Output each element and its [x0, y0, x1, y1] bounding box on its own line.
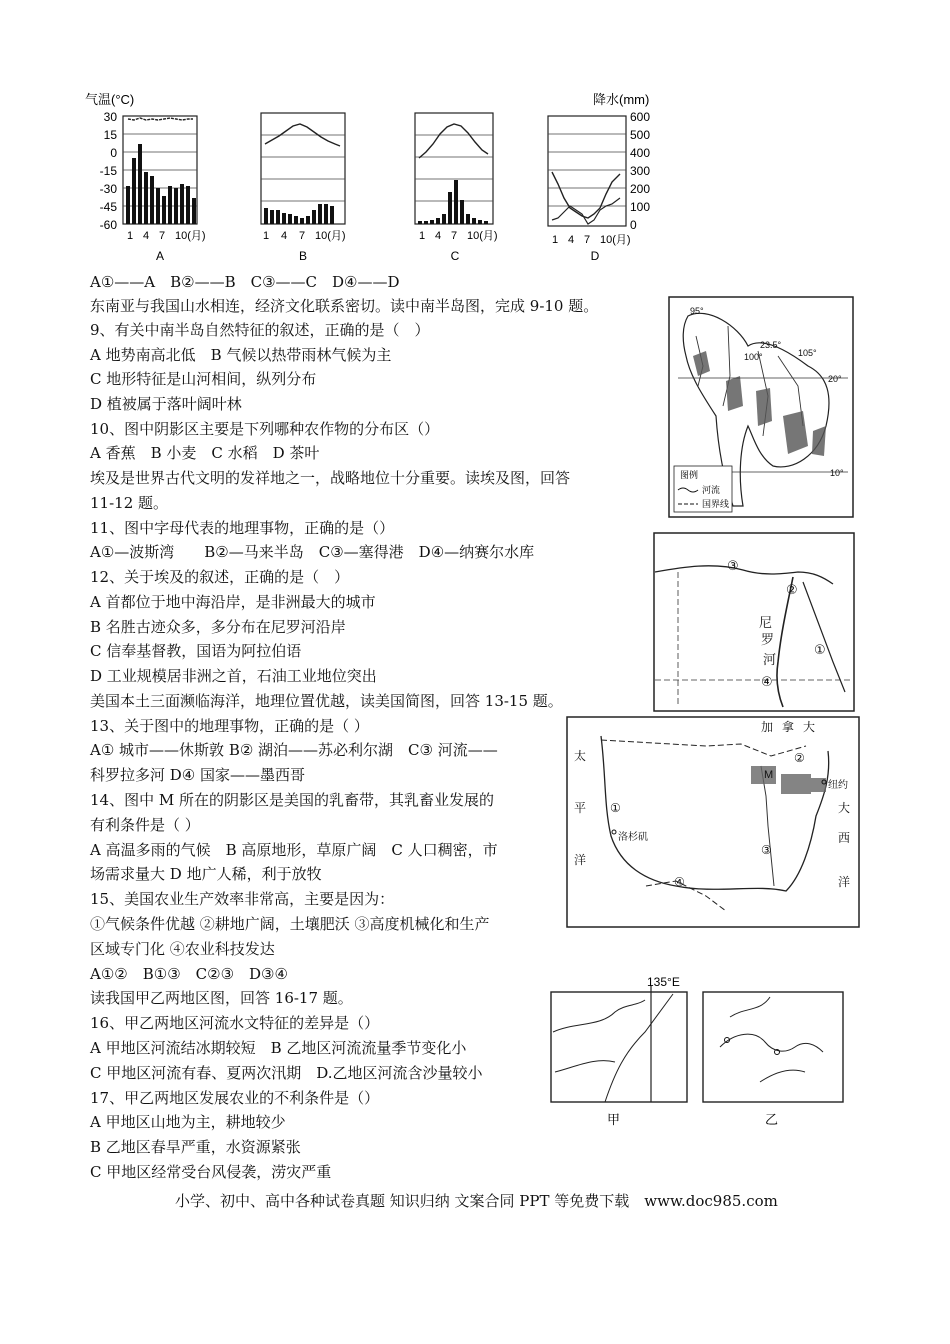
usa-marker-1: ① [610, 801, 621, 815]
option-15: A①② B①③ C②③ D③④ [90, 965, 288, 983]
usa-marker-2: ② [794, 751, 805, 765]
question-12: 12、关于埃及的叙述，正确的是（ ） [90, 568, 350, 586]
canada-label-3: 大 [803, 720, 816, 734]
atlantic-label-2: 西 [838, 831, 851, 845]
los-angeles-label: 洛杉矶 [618, 832, 648, 843]
svg-text:10(月): 10(月) [467, 230, 498, 242]
egypt-marker-4: ④ [761, 674, 773, 689]
lat-10-label: 10° [830, 468, 844, 478]
option-12-b: B 名胜古迹众多，多分布在尼罗河沿岸 [90, 618, 346, 636]
svg-text:D: D [590, 249, 600, 263]
reason-15-b: 区域专门化 ④农业科技发达 [90, 940, 275, 958]
svg-text:7: 7 [299, 230, 306, 242]
usa-marker-4: ④ [674, 875, 685, 889]
nile-label-3: 河 [763, 652, 777, 667]
meridian-135e-label: 135°E [647, 975, 680, 989]
temperature-ticks [100, 110, 118, 232]
svg-text:A: A [155, 249, 165, 263]
option-16-ab: A 甲地区河流结冰期较短 B 乙地区河流流量季节变化小 [90, 1039, 467, 1057]
option-11: A①—波斯湾 B②—马来半岛 C③—塞得港 D④—纳赛尔水库 [90, 543, 535, 561]
indochina-legend [674, 466, 732, 512]
intro-13-15: 美国本土三面濒临海洋，地理位置优越，读美国简图，回答 13-15 题。 [90, 692, 563, 710]
intro-9-10: 东南亚与我国山水相连，经济文化联系密切。读中南半岛图，完成 9-10 题。 [90, 297, 599, 315]
lat-23-5-label: 23.5° [760, 340, 782, 350]
usa-map [566, 716, 860, 928]
question-15: 15、美国农业生产效率非常高，主要是因为： [90, 890, 395, 908]
canada-label-2: 拿 [782, 720, 795, 734]
pacific-label-2: 平 [574, 801, 587, 815]
option-12-c: C 信奉基督教，国语为阿拉伯语 [90, 642, 302, 660]
climate-charts [85, 88, 665, 263]
svg-text:图例: 图例 [680, 470, 699, 480]
question-11: 11、图中字母代表的地理事物，正确的是（） [90, 519, 395, 537]
svg-text:4: 4 [568, 234, 575, 246]
svg-text:1: 1 [419, 230, 426, 242]
question-13: 13、关于图中的地理事物，正确的是（ ） [90, 717, 369, 735]
svg-text:-45: -45 [99, 200, 117, 214]
svg-text:B: B [298, 249, 308, 263]
svg-text:200: 200 [630, 182, 651, 196]
svg-text:10(月): 10(月) [600, 234, 631, 246]
svg-text:-15: -15 [99, 164, 117, 178]
intro-11-12-b: 11-12 题。 [90, 494, 169, 512]
option-14-b: 场需求量大 D 地广人稀，利于放牧 [90, 865, 322, 883]
svg-text:1: 1 [552, 234, 559, 246]
precipitation-ticks [630, 110, 650, 232]
question-14-a: 14、图中 M 所在的阴影区是美国的乳畜带，其乳畜业发展的 [90, 791, 494, 809]
lon-100-label: 100° [744, 352, 763, 362]
option-12-a: A 首都位于地中海沿岸，是非洲最大的城市 [90, 593, 376, 611]
egypt-marker-2: ② [786, 582, 798, 597]
region-jia-caption: 甲 [607, 1112, 621, 1127]
precipitation-axis-title: 降水(mm) [593, 92, 650, 107]
nile-label-1: 尼 [759, 615, 773, 630]
svg-text:-60: -60 [99, 218, 117, 232]
svg-text:河流: 河流 [702, 485, 721, 495]
svg-text:500: 500 [630, 128, 651, 142]
month-labels [127, 229, 631, 246]
option-12-d: D 工业规模居非洲之首，石油工业地位突出 [90, 667, 377, 685]
atlantic-label-3: 洋 [838, 875, 851, 889]
reason-15-a: ①气候条件优越 ②耕地广阔，土壤肥沃 ③高度机械化和生产 [90, 915, 490, 933]
question-9: 9、有关中南半岛自然特征的叙述，正确的是（ ） [90, 321, 430, 339]
svg-text:0: 0 [630, 218, 637, 232]
svg-text:4: 4 [435, 230, 442, 242]
svg-text:400: 400 [630, 146, 651, 160]
usa-marker-3: ③ [761, 843, 772, 857]
option-13-a: A① 城市——休斯敦 B② 湖泊——苏必利尔湖 C③ 河流—— [90, 741, 498, 759]
intro-11-12-a: 埃及是世界古代文明的发祥地之一，战略地位十分重要。读埃及图，回答 [90, 469, 571, 487]
region-yi-caption: 乙 [765, 1112, 779, 1127]
pacific-label-3: 洋 [574, 853, 587, 867]
svg-text:30: 30 [103, 110, 117, 124]
svg-text:7: 7 [451, 230, 458, 242]
egypt-map [653, 532, 855, 712]
pacific-label-1: 太 [574, 749, 587, 763]
new-york-label: 纽约 [828, 780, 848, 791]
svg-text:100: 100 [630, 200, 651, 214]
option-13-b: 科罗拉多河 D④ 国家——墨西哥 [90, 766, 306, 784]
svg-text:7: 7 [584, 234, 591, 246]
option-14-a: A 高温多雨的气候 B 高原地形，草原广阔 C 人口稠密，市 [90, 841, 498, 859]
lon-105-label: 105° [798, 348, 817, 358]
question-14-b: 有利条件是（ ） [90, 816, 200, 834]
question-10: 10、图中阴影区主要是下列哪种农作物的分布区（） [90, 420, 440, 438]
svg-text:4: 4 [143, 230, 150, 242]
svg-text:600: 600 [630, 110, 651, 124]
option-10: A 香蕉 B 小麦 C 水稻 D 茶叶 [90, 444, 320, 462]
option-9-ab: A 地势南高北低 B 气候以热带雨林气候为主 [90, 346, 392, 364]
temperature-axis-title: 气温(°C) [85, 92, 135, 107]
svg-text:10(月): 10(月) [175, 230, 206, 242]
svg-text:C: C [450, 249, 460, 263]
egypt-marker-1: ① [814, 642, 826, 657]
option-17-c: C 甲地区经常受台风侵袭，涝灾严重 [90, 1163, 332, 1181]
option-17-a: A 甲地区山地为主，耕地较少 [90, 1113, 286, 1131]
question-17: 17、甲乙两地区发展农业的不利条件是（） [90, 1089, 380, 1107]
china-regions-maps [545, 972, 855, 1132]
option-9-d: D 植被属于落叶阔叶林 [90, 395, 242, 413]
svg-text:-30: -30 [99, 182, 117, 196]
svg-text:国界线: 国界线 [702, 499, 730, 509]
dairy-belt-m-label: M [764, 769, 774, 781]
indochina-map [668, 296, 854, 518]
page-footer: 小学、初中、高中各种试卷真题 知识归纳 文案合同 PPT 等免费下载 www.doc985.com [175, 1192, 778, 1210]
answer-options-8: A①——A B②——B C③——C D④——D [90, 273, 400, 291]
svg-text:7: 7 [159, 230, 166, 242]
lat-20-label: 20° [828, 374, 842, 384]
svg-text:1: 1 [127, 230, 134, 242]
svg-text:4: 4 [281, 230, 288, 242]
intro-16-17: 读我国甲乙两地区图，回答 16-17 题。 [90, 989, 353, 1007]
svg-text:300: 300 [630, 164, 651, 178]
option-9-c: C 地形特征是山河相间，纵列分布 [90, 370, 317, 388]
svg-text:0: 0 [110, 146, 117, 160]
svg-text:1: 1 [263, 230, 270, 242]
option-16-cd: C 甲地区河流有春、夏两次汛期 D.乙地区河流含沙量较小 [90, 1064, 483, 1082]
lon-95-label: 95° [690, 306, 704, 316]
atlantic-label-1: 大 [838, 801, 851, 815]
canada-label-1: 加 [761, 720, 774, 734]
nile-label-2: 罗 [761, 632, 775, 647]
egypt-marker-3: ③ [727, 558, 739, 573]
option-17-b: B 乙地区春旱严重，水资源紧张 [90, 1138, 301, 1156]
svg-text:15: 15 [103, 128, 117, 142]
svg-text:10(月): 10(月) [315, 230, 346, 242]
question-16: 16、甲乙两地区河流水文特征的差异是（） [90, 1014, 380, 1032]
